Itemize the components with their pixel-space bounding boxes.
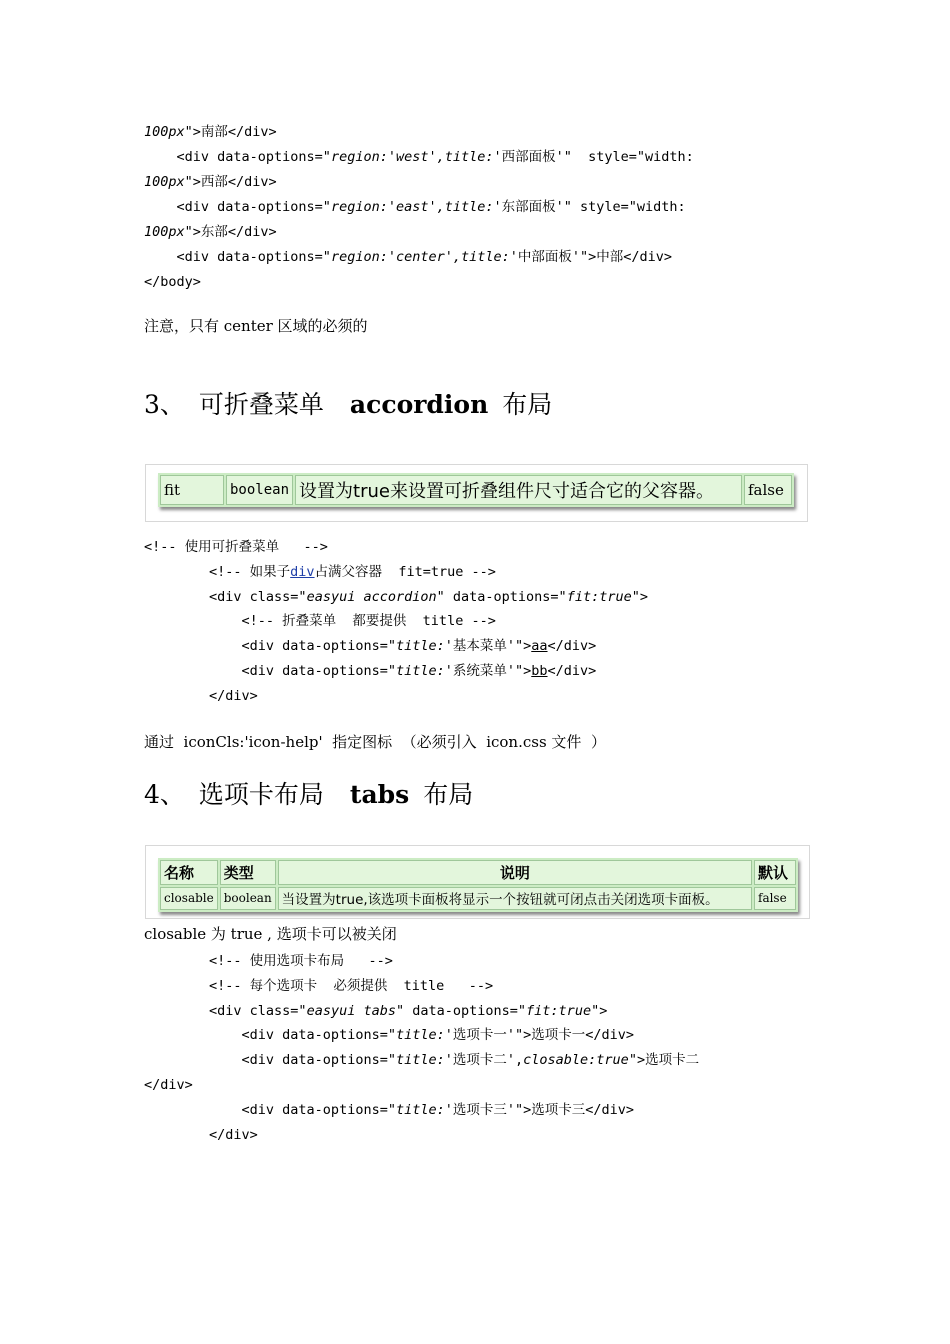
table-cell-description: 设置为true来设置可折叠组件尺寸适合它的父容器。 xyxy=(295,475,742,505)
code-token: accordion xyxy=(363,588,437,605)
table-cell-default: false xyxy=(744,475,792,505)
code-block-tabs xyxy=(144,949,699,1147)
table-cell-description: 当设置为true,该选项卡面板将显示一个按钮就可闭点击关闭选项卡面板。 xyxy=(278,887,752,910)
code-token: '中部面板'">中部</div> xyxy=(509,249,673,265)
code-token: <!-- 使用可折叠菜单 --> xyxy=(144,539,328,555)
code-token: 100px xyxy=(144,224,185,240)
section-4-heading xyxy=(144,775,473,811)
code-token: 100px xyxy=(144,124,185,140)
section-4-number: 4、 xyxy=(144,780,185,809)
accordion-property-table-frame xyxy=(145,464,808,522)
code-token: title: xyxy=(395,1027,445,1044)
code-token: '西部面板'" style="width: xyxy=(493,149,694,165)
code-token: "> xyxy=(631,588,648,605)
code-token: <div data-options=" xyxy=(144,1052,396,1069)
code-line xyxy=(144,1073,699,1098)
section-3-keyword: accordion xyxy=(349,390,489,419)
code-line xyxy=(144,974,699,999)
table-header-default: 默认 xyxy=(754,860,796,885)
code-token: <!-- 使用选项卡布局 --> xyxy=(144,953,393,969)
code-token: region:'center',title: xyxy=(330,249,510,265)
code-line xyxy=(144,195,694,220)
section-4-title: 选项卡布局 xyxy=(198,780,324,809)
code-token: <div data-options=" xyxy=(144,638,396,655)
tabs-property-table-frame xyxy=(145,845,810,919)
code-token: '选项卡一'">选项卡一</div> xyxy=(444,1027,635,1044)
table-header-type: 类型 xyxy=(220,860,276,885)
code-line xyxy=(144,270,694,295)
note-closable: closable 为 true , 选项卡可以被关闭 xyxy=(144,925,397,943)
code-token: fit:true xyxy=(566,588,632,605)
table-row xyxy=(160,887,796,910)
code-line xyxy=(144,585,648,610)
code-token: <div class=" xyxy=(144,1002,307,1019)
code-line xyxy=(144,1023,699,1048)
code-line xyxy=(144,220,694,245)
code-token: </div> xyxy=(547,662,597,679)
code-token: </div> xyxy=(144,1126,258,1143)
code-token: <!-- 如果子 xyxy=(144,563,291,580)
note-center-required: 注意，只有 center 区域的必须的 xyxy=(144,317,368,335)
code-token: <div data-options=" xyxy=(144,1027,396,1044)
table-cell-name: fit xyxy=(160,475,224,505)
code-token: tabs xyxy=(363,1002,396,1019)
code-token: <!-- 每个选项卡 必须提供 title --> xyxy=(144,977,494,994)
code-token: div xyxy=(290,563,315,580)
code-token: title: xyxy=(395,638,445,655)
table-cell-name: closable xyxy=(160,887,218,910)
code-line xyxy=(144,999,699,1024)
section-3-title: 可折叠菜单 xyxy=(198,390,324,419)
code-line xyxy=(144,120,694,145)
table-header-description: 说明 xyxy=(278,860,752,885)
code-token: '选项卡二', xyxy=(444,1052,524,1069)
code-token: '基本菜单'"> xyxy=(444,638,532,655)
code-token: title: xyxy=(395,1101,445,1118)
section-3-heading xyxy=(144,385,552,421)
code-token: <div data-options=" xyxy=(144,662,396,679)
section-3-number: 3、 xyxy=(144,390,185,419)
code-line xyxy=(144,949,699,974)
section-3-suffix: 布局 xyxy=(502,390,553,419)
table-header-row xyxy=(160,860,796,885)
code-line xyxy=(144,1048,699,1073)
code-token: fit:true xyxy=(526,1002,592,1019)
code-line xyxy=(144,145,694,170)
code-token: '系统菜单'"> xyxy=(444,662,532,679)
code-token: <div data-options=" xyxy=(144,149,331,165)
table-header-name: 名称 xyxy=(160,860,218,885)
section-4-suffix: 布局 xyxy=(423,780,474,809)
code-line xyxy=(144,560,648,585)
code-line xyxy=(144,245,694,270)
accordion-property-table xyxy=(158,473,794,507)
code-token: " data-options=" xyxy=(396,1002,527,1019)
code-token: <!-- 折叠菜单 都要提供 title --> xyxy=(144,613,496,630)
code-line xyxy=(144,634,648,659)
code-token: <div data-options=" xyxy=(144,249,331,265)
code-token: ">西部</div> xyxy=(184,174,277,190)
code-token: title: xyxy=(395,662,445,679)
code-token: title: xyxy=(395,1052,445,1069)
code-token: '选项卡三'">选项卡三</div> xyxy=(444,1101,635,1118)
code-token: ">选项卡二 xyxy=(628,1052,700,1069)
code-token: <div data-options=" xyxy=(144,199,331,215)
code-token: '东部面板'" style="width: xyxy=(493,199,686,215)
code-token: aa xyxy=(531,638,548,655)
code-line xyxy=(144,609,648,634)
code-token: </div> xyxy=(144,687,258,704)
code-token: region:'west',title: xyxy=(330,149,494,165)
code-token: ">南部</div> xyxy=(184,124,277,140)
code-token: 占满父容器 fit=true --> xyxy=(314,563,496,580)
code-token: ">东部</div> xyxy=(184,224,277,240)
code-token: 100px xyxy=(144,174,185,190)
note-icon-cls: 通过 iconCls:'icon-help' 指定图标 （必须引入 icon.css 文件 ） xyxy=(144,733,606,751)
code-token: <div data-options=" xyxy=(144,1101,396,1118)
code-token: easyui xyxy=(306,588,356,605)
code-line xyxy=(144,684,648,709)
code-block-layout-regions xyxy=(144,120,694,295)
code-line xyxy=(144,1098,699,1123)
table-cell-type: boolean xyxy=(226,475,293,505)
code-token: bb xyxy=(531,662,548,679)
table-cell-default: false xyxy=(754,887,796,910)
section-4-keyword: tabs xyxy=(349,780,410,809)
code-token: closable:true xyxy=(523,1052,629,1069)
code-block-accordion xyxy=(144,535,648,709)
code-token: </div> xyxy=(144,1076,193,1093)
code-token: easyui xyxy=(306,1002,356,1019)
code-line xyxy=(144,659,648,684)
code-line xyxy=(144,1123,699,1148)
code-line xyxy=(144,535,648,560)
code-token: </body> xyxy=(144,274,201,290)
table-cell-type: boolean xyxy=(220,887,276,910)
code-token: " data-options=" xyxy=(436,588,567,605)
code-line xyxy=(144,170,694,195)
code-token: <div class=" xyxy=(144,588,307,605)
tabs-property-table xyxy=(158,858,798,912)
code-token: </div> xyxy=(547,638,597,655)
code-token: "> xyxy=(591,1002,608,1019)
code-token: region:'east',title: xyxy=(330,199,494,215)
